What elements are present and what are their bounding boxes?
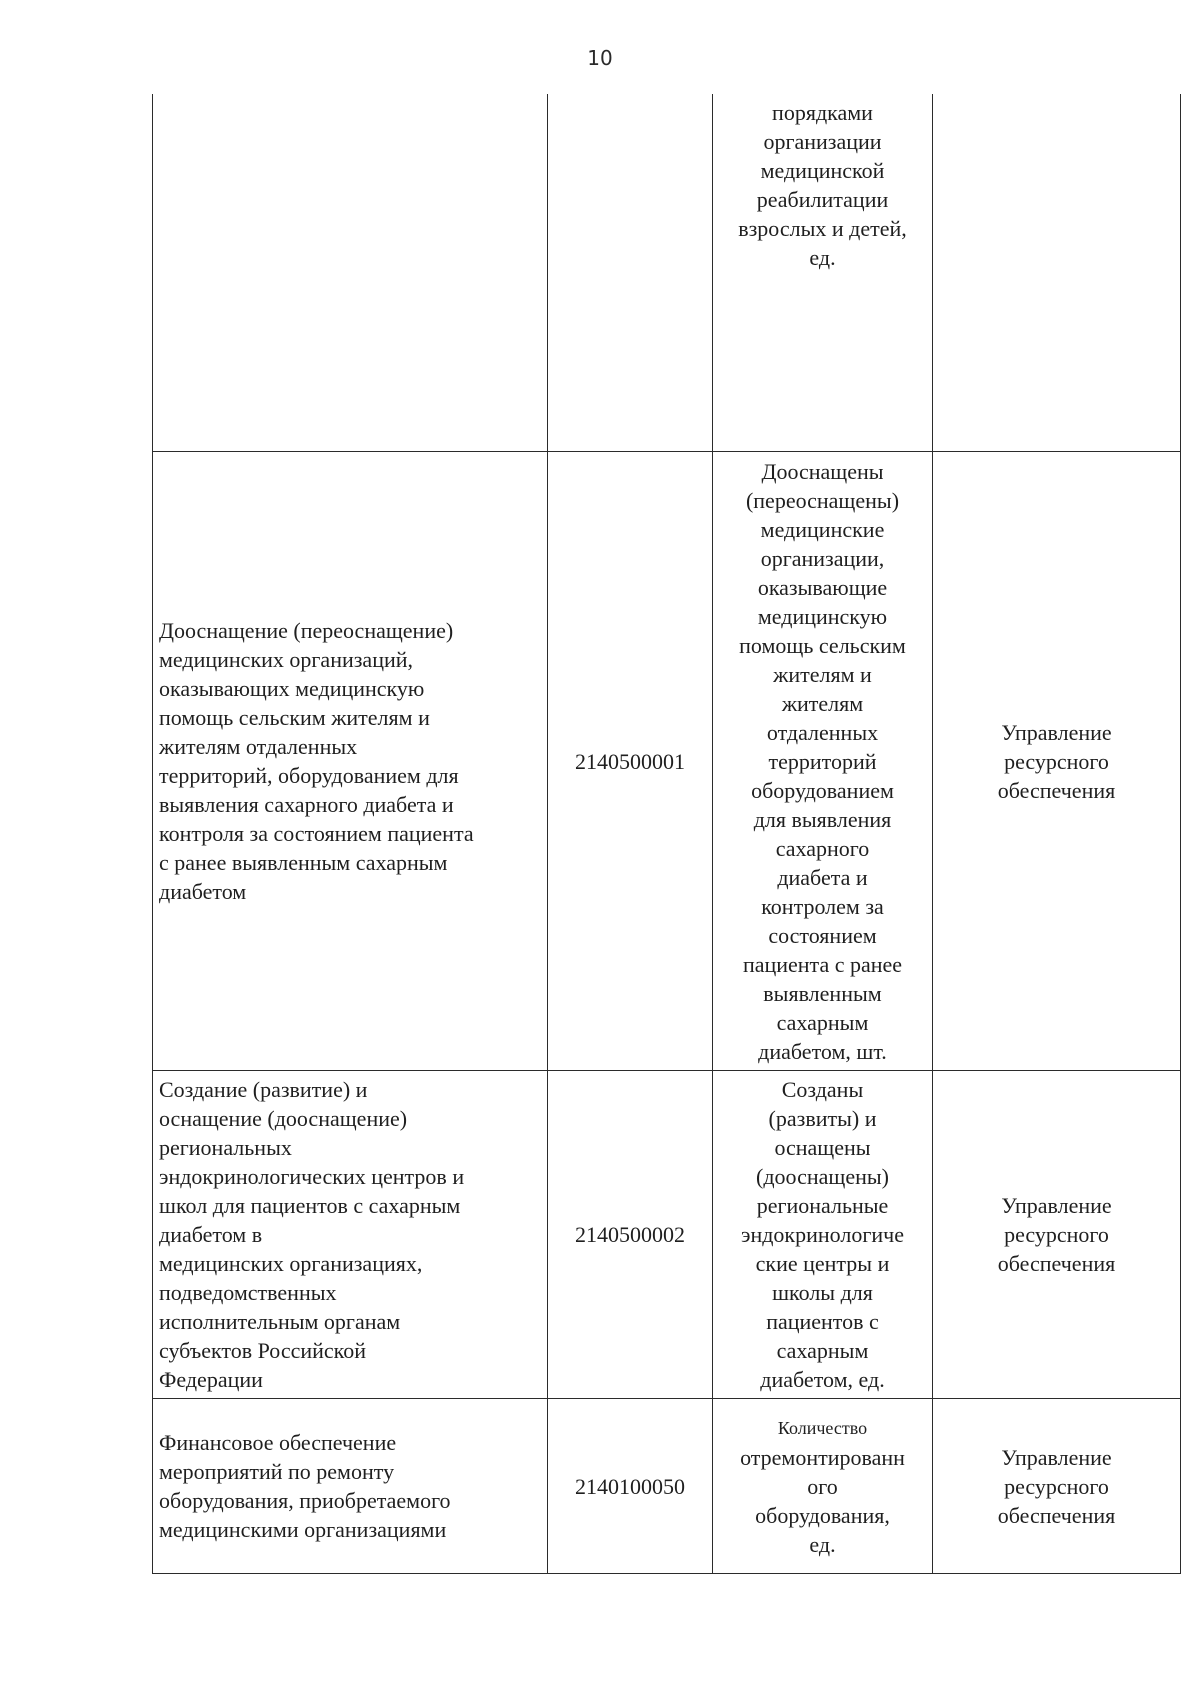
result-cell: Созданы (развиты) и оснащены (дооснащены) региональные эндокринологиче ские центры и школы для пациентов с сахарным диабетом, ед. (713, 1071, 933, 1399)
table-row (153, 94, 1181, 452)
result-cell: Количество отремонтированн ого оборудования, ед. (713, 1399, 933, 1574)
table-row (153, 1399, 1181, 1574)
table-row (153, 1071, 1181, 1399)
activity-name-cell (153, 94, 548, 452)
result-cell: Дооснащены (переоснащены) медицинские организации, оказывающие медицинскую помощь сельским жителям и жителям отдаленных территорий оборудованием для выявления сахарного диабета и контролем за состоянием пациента с ранее выявленным сахарным диабетом, шт. (713, 452, 933, 1071)
responsible-cell: Управление ресурсного обеспечения (933, 1071, 1181, 1399)
table-row (153, 452, 1181, 1071)
activity-name-cell: Дооснащение (переоснащение) медицинских организаций, оказывающих медицинскую помощь сельским жителям и жителям отдаленных территорий, оборудованием для выявления сахарного диабета и контроля за состоянием пациента с ранее выявленным сахарным диабетом (153, 452, 548, 1071)
code-cell: 2140100050 (548, 1399, 713, 1574)
responsible-cell: Управление ресурсного обеспечения (933, 452, 1181, 1071)
code-cell: 2140500001 (548, 452, 713, 1071)
document-table (152, 94, 1181, 1574)
result-cell: порядками организации медицинской реабилитации взрослых и детей, ед. (713, 94, 933, 452)
activity-name-cell: Финансовое обеспечение мероприятий по ремонту оборудования, приобретаемого медицинскими организациями (153, 1399, 548, 1574)
responsible-cell: Управление ресурсного обеспечения (933, 1399, 1181, 1574)
page-number: 10 (587, 46, 613, 70)
code-cell: 2140500002 (548, 1071, 713, 1399)
code-cell (548, 94, 713, 452)
result-first-line: Количество (777, 1417, 868, 1438)
activity-name-cell: Создание (развитие) и оснащение (дооснащение) региональных эндокринологических центров и школ для пациентов с сахарным диабетом в медицинских организациях, подведомственных исполнительным органам субъектов Российской Федерации (153, 1071, 548, 1399)
responsible-cell (933, 94, 1181, 452)
